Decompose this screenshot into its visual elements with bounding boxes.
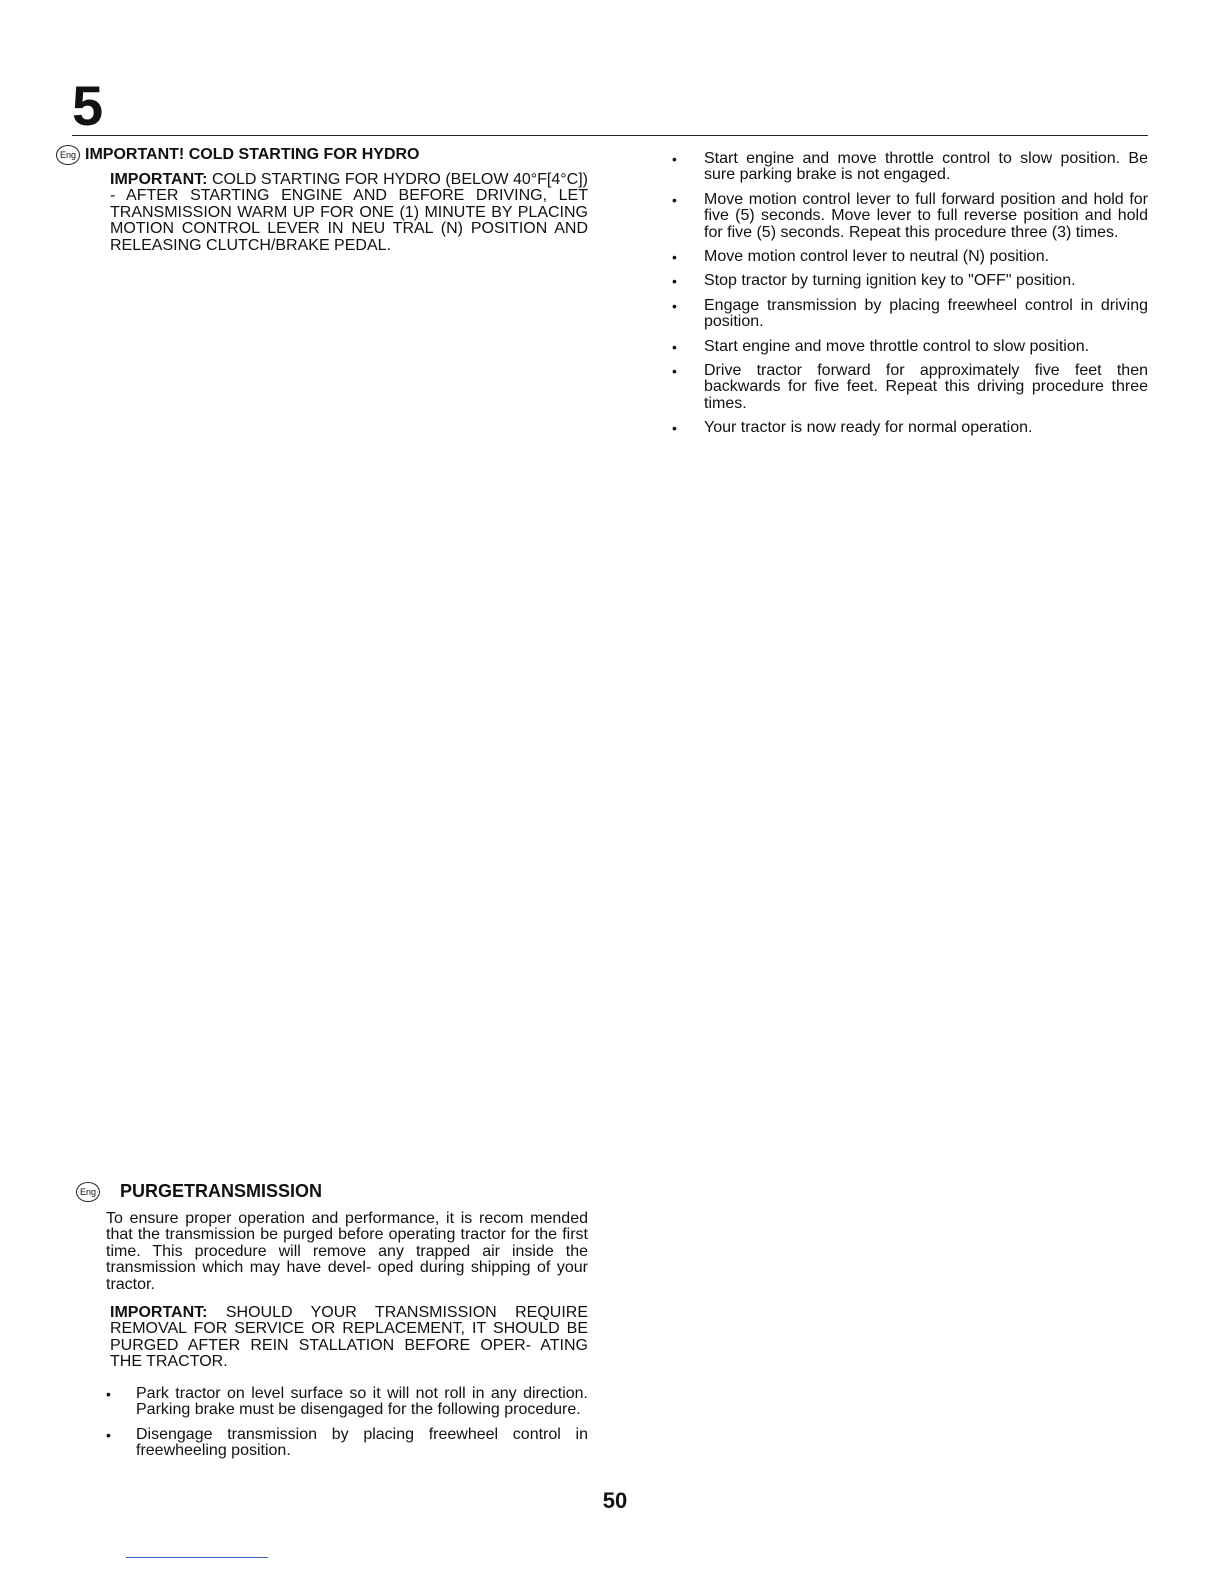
cold-start-heading-text: IMPORTANT! COLD STARTING FOR HYDRO	[85, 146, 420, 164]
eng-language-icon: Eng	[76, 1182, 100, 1202]
list-item: • Engage transmission by placing freewheel control in driving position.	[672, 298, 1148, 331]
list-item: • Disengage transmission by placing freewheel control in freewheeling position.	[106, 1427, 588, 1460]
section-number: 5	[72, 74, 103, 137]
bottom-rule	[126, 1557, 268, 1558]
top-rule	[72, 135, 1148, 136]
cold-start-text: COLD STARTING FOR HYDRO (BELOW 40°F[4°C]) - AFTER STARTING ENGINE AND BEFORE DRIVING, LET TRANSMISSION WARM UP FOR ONE (1) MINUTE BY PLACING MOTION CONTROL LEVER IN NEU TRAL (N) POSITION AND RELEASING CLUTCH/BRAKE PEDAL.	[110, 171, 588, 254]
page-number: 50	[602, 1488, 628, 1513]
list-item: • Move motion control lever to full forward position and hold for five (5) seconds. Move lever to full reverse position and hold for five (5) seconds. Repeat this procedure three (3) times.	[672, 192, 1148, 241]
purge-important-label: IMPORTANT:	[110, 1304, 208, 1321]
list-item: • Park tractor on level surface so it will not roll in any direction. Parking brake must be disengaged for the following procedure.	[106, 1386, 588, 1419]
eng-language-icon: Eng	[56, 145, 80, 165]
list-item: • Stop tractor by turning ignition key to "OFF" position.	[672, 273, 1148, 289]
purge-steps-left	[106, 1386, 588, 1468]
purge-heading-text: PURGETRANSMISSION	[120, 1181, 323, 1201]
cold-start-important-label: IMPORTANT:	[110, 171, 208, 188]
purge-important-paragraph	[110, 1305, 588, 1371]
list-item: • Move motion control lever to neutral (N) position.	[672, 249, 1148, 265]
cold-start-paragraph	[110, 172, 588, 254]
purge-heading	[76, 1181, 322, 1202]
purge-intro-paragraph: To ensure proper operation and performance, it is recom mended that the transmission be purged before operating tractor for the first time. This procedure will remove any trapped air inside the transmission which may have devel- oped during shipping of your tractor.	[106, 1210, 588, 1293]
list-item: • Start engine and move throttle control to slow position. Be sure parking brake is not engaged.	[672, 151, 1148, 184]
purge-steps-right	[672, 151, 1148, 445]
list-item: • Your tractor is now ready for normal operation.	[672, 420, 1148, 436]
cold-start-heading	[56, 145, 420, 165]
purge-important-text: SHOULD YOUR TRANSMISSION REQUIRE REMOVAL FOR SERVICE OR REPLACEMENT, IT SHOULD BE PURGED AFTER REIN STALLATION BEFORE OPER- ATING THE TRACTOR.	[110, 1304, 588, 1371]
list-item: • Drive tractor forward for approximately five feet then backwards for five feet. Repeat this driving procedure three times.	[672, 363, 1148, 412]
list-item: • Start engine and move throttle control to slow position.	[672, 339, 1148, 355]
